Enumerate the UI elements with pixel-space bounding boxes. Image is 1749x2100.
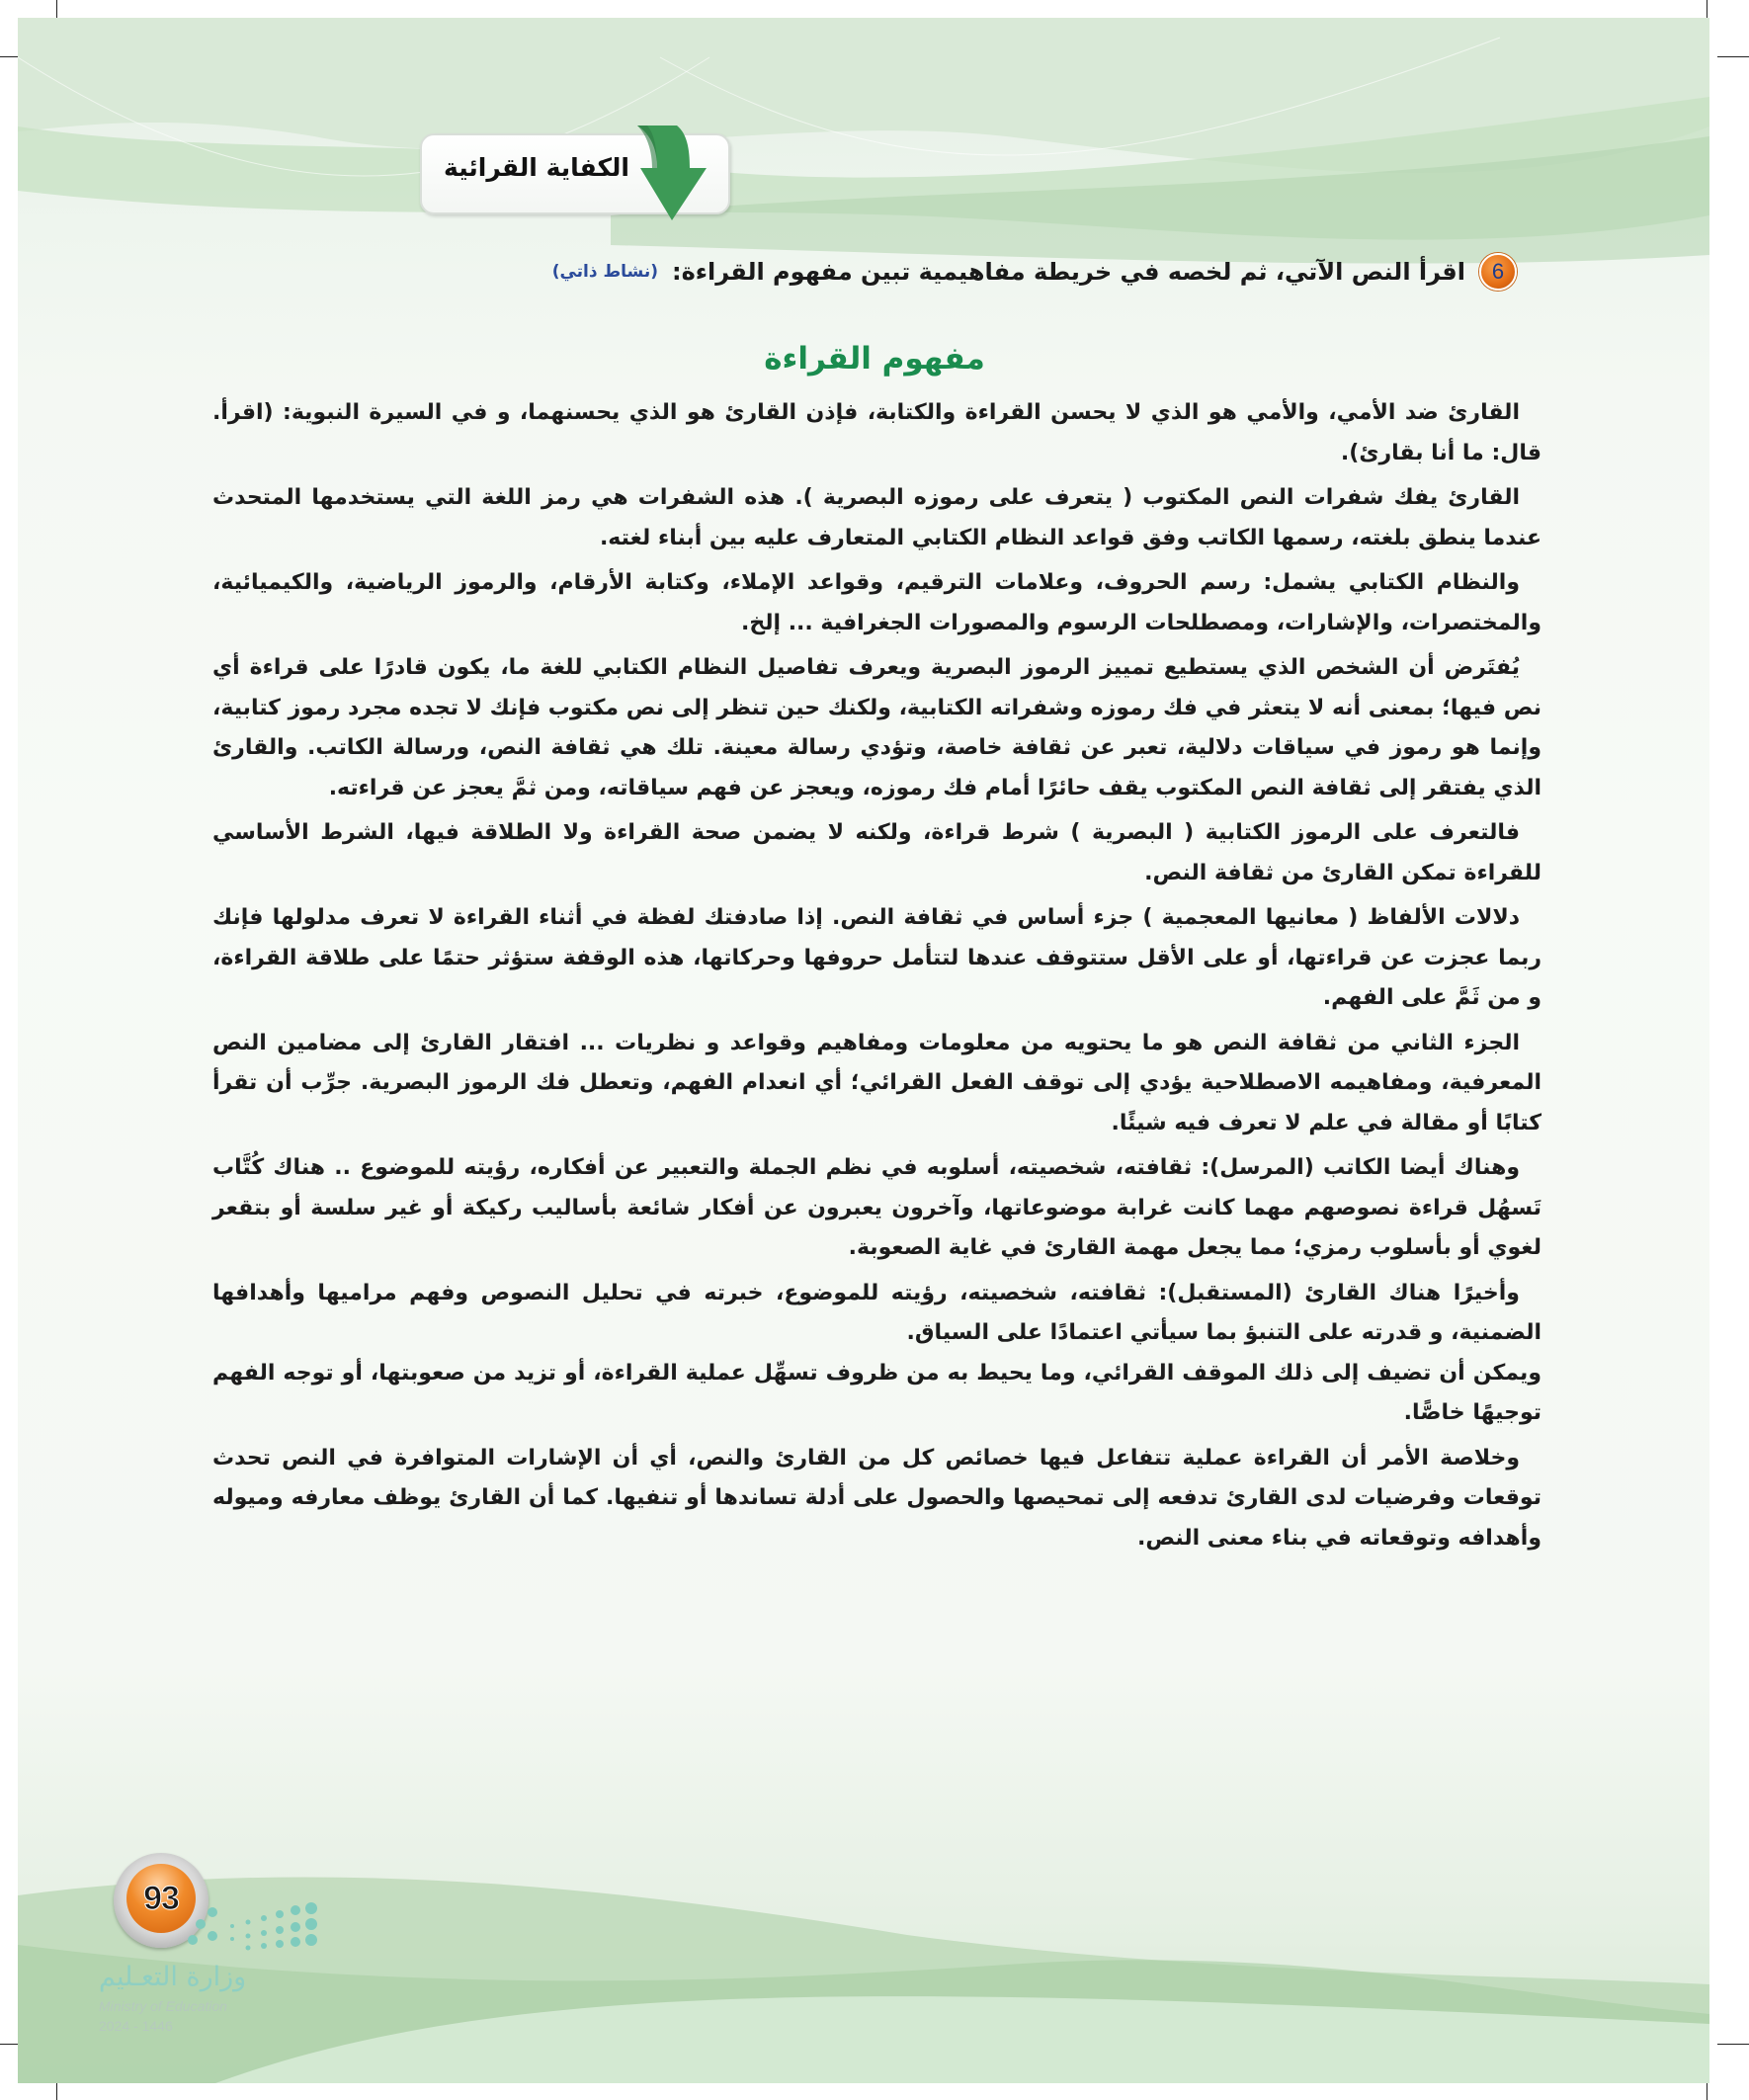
paragraph: القارئ ضد الأمي، والأمي هو الذي لا يحسن القراءة والكتابة، فإذن القارئ هو الذي يحسنهما، و في السيرة النبوية: (اقرأ. قال: ما أنا بقارئ). — [212, 400, 1541, 465]
ministry-name-english: Ministry of Education — [99, 1998, 227, 2014]
decorative-wave-top — [18, 18, 1709, 275]
edition-year: 2024 - 1446 — [99, 2018, 173, 2034]
task-text: اقرأ النص الآتي، ثم لخصه في خريطة مفاهيمية تبين مفهوم القراءة: — [672, 258, 1465, 286]
crop-mark — [1717, 56, 1749, 57]
article-body — [212, 393, 1541, 1563]
ministry-name-arabic: وزارة التعـليم — [99, 1962, 247, 1992]
page-number: 93 — [143, 1879, 179, 1917]
paragraph: الجزء الثاني من ثقافة النص هو ما يحتويه من معلومات ومفاهيم وقواعد و نظريات ... افتقار القارئ إلى مضامين النص المعرفية، ومفاهيمه الاصطلاحية يؤدي إلى توقف الفعل القرائي؛ أي انعدام الفهم، وتعطل فك الرموز البصرية. جرِّب أن تقرأ كتابًا أو مقالة في علم لا تعرف فيه شيئًا. — [212, 1030, 1541, 1135]
down-arrow-icon — [632, 124, 741, 222]
paragraph: يُفتَرض أن الشخص الذي يستطيع تمييز الرموز البصرية ويعرف تفاصيل النظام الكتابي للغة ما، يكون قادرًا على قراءة أي نص فيها؛ بمعنى أنه لا يتعثر في فك رموزه وشفراته الكتابية، ولكنك حين تنظر إلى نص مكتوب فإنك لا تجده مجرد رموز كتابية، وإنما هو رموز في سياقات دلالية، تعبر عن ثقافة خاصة، وتؤدي رسالة معينة. تلك هي ثقافة النص، ورسالة الكاتب. والقارئ الذي يفتقر إلى ثقافة النص المكتوب يقف حائرًا أمام فك رموزه، ويعجز عن فهم سياقاته، ومن ثمَّ يعجز عن قراءته. — [212, 655, 1541, 800]
paragraph: دلالات الألفاظ ( معانيها المعجمية ) جزء أساس في ثقافة النص. إذا صادفتك لفظة في أثناء القراءة لا تعرف مدلولها فإنك ربما عجزت عن قراءتها، أو على الأقل ستتوقف عندها لتتأمل حروفها وحركاتها، هذه الوقفة ستؤثر حتمًا على طلاقة القراءة، و من ثَمَّ على الفهم. — [212, 905, 1541, 1010]
paragraph: وخلاصة الأمر أن القراءة عملية تتفاعل فيها خصائص كل من القارئ والنص، أي أن الإشارات المتوافرة في النص تحدث توقعات وفرضيات لدى القارئ تدفعه إلى تمحيصها والحصول على أدلة تساندها أو تنفيها. كما أن القارئ يوظف معارفه وميوله وأهدافه وتوقعاته في بناء معنى النص. — [212, 1445, 1541, 1551]
section-title: الكفاية القرائية — [444, 153, 629, 182]
paragraph: ويمكن أن تضيف إلى ذلك الموقف القرائي، وما يحيط به من ظروف تسهِّل عملية القراءة، أو تزيد من صعوبتها، أو توجه الفهم توجيهًا خاصًّا. — [212, 1360, 1541, 1425]
task-instruction — [395, 252, 1517, 292]
paragraph: والنظام الكتابي يشمل: رسم الحروف، وعلامات الترقيم، وقواعد الإملاء، وكتابة الأرقام، والرموز الرياضية، والكيميائية، والمختصرات، والإشارات، ومصطلحات الرسوم والمصورات الجغرافية ... إلخ. — [212, 570, 1541, 635]
crop-mark — [1717, 2044, 1749, 2045]
ministry-logo-icon — [173, 1902, 321, 1952]
task-number-badge: 6 — [1479, 253, 1517, 291]
paragraph: فالتعرف على الرموز الكتابية ( البصرية ) شرط قراءة، ولكنه لا يضمن صحة القراءة ولا الطلاقة فيها، الشرط الأساسي للقراءة تمكن القارئ من ثقافة النص. — [212, 820, 1541, 885]
activity-tag: (نشاط ذاتي) — [551, 262, 658, 282]
paragraph: وهناك أيضا الكاتب (المرسل): ثقافته، شخصيته، أسلوبه في نظم الجملة والتعبير عن أفكاره، رؤيته للموضوع .. هناك كُتَّاب تَسهُل قراءة نصوصهم مهما كانت غرابة موضوعاتها، وآخرون يعبرون عن أفكار شائعة بأساليب ركيكة أو غير سلسة أو بتقعر لغوي أو بأسلوب رمزي؛ مما يجعل مهمة القارئ في غاية الصعوبة. — [212, 1155, 1541, 1260]
paragraph: وأخيرًا هناك القارئ (المستقبل): ثقافته، شخصيته، رؤيته للموضوع، خبرته في تحليل النصوص وفهم مراميها وأهدافها الضمنية، و قدرته على التنبؤ بما سيأتي اعتمادًا على السياق. — [212, 1280, 1541, 1345]
decorative-wave-bottom — [18, 1826, 1709, 2083]
article-title: مفهوم القراءة — [764, 341, 985, 377]
paragraph: القارئ يفك شفرات النص المكتوب ( يتعرف على رموزه البصرية ). هذه الشفرات هي رمز اللغة التي يستخدمها المتحدث عندما ينطق بلغته، رسمها الكاتب وفق قواعد النظام الكتابي المتعارف عليه بين أبناء لغته. — [212, 485, 1541, 550]
